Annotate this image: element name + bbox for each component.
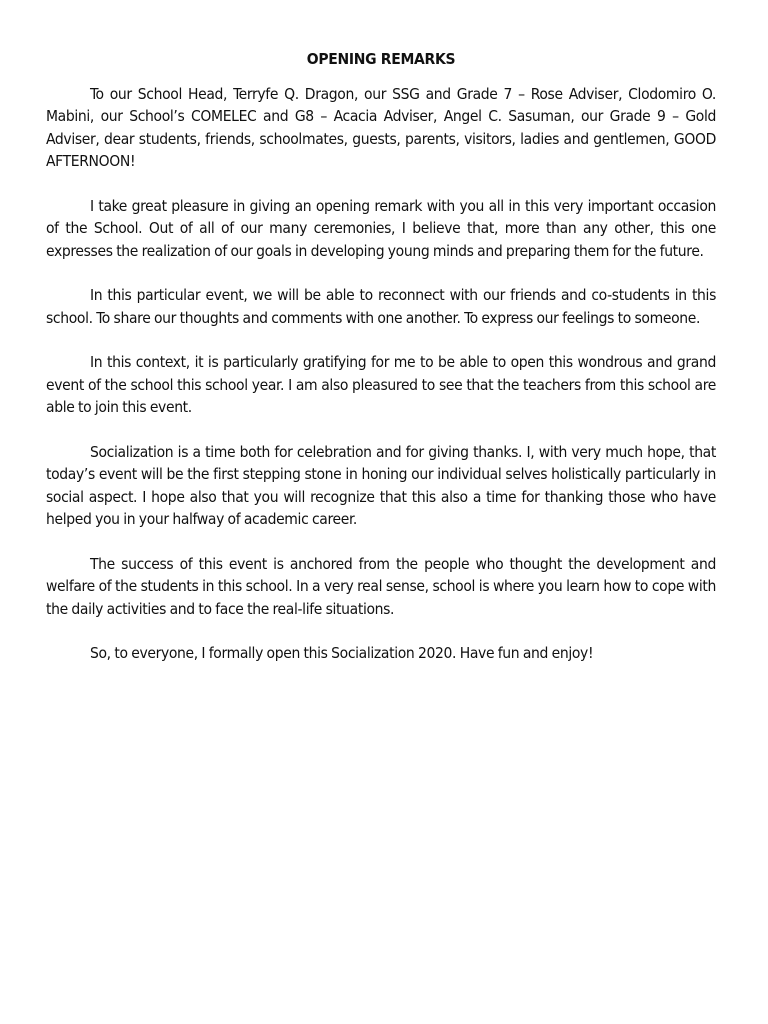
paragraph-context: In this context, it is particularly gratifying for me to be able to open this wondrous and grand event of the school this school year. I am also pleasured to see that the teachers from this school are able to join this event.	[46, 353, 716, 416]
document-title: OPENING REMARKS	[306, 50, 456, 68]
paragraph-socialization: Socialization is a time both for celebration and for giving thanks. I, with very much hope, that today’s event will be the first stepping stone in honing our individual selves holistically particularly in social aspect. I hope also that you will recognize that this also a time for thanking those who have helped you in your halfway of academic career.	[46, 442, 716, 528]
paragraph-pleasure: I take great pleasure in giving an opening remark with you all in this very important occasion of the School. Out of all of our many ceremonies, I believe that, more than any other, this one expresses the realization of our goals in developing young minds and preparing them for the future.	[46, 196, 716, 260]
paragraph-closing: So, to everyone, I formally open this Socialization 2020. Have fun and enjoy!	[90, 644, 594, 662]
document-page	[46, 48, 716, 687]
paragraph-greeting: To our School Head, Terryfe Q. Dragon, our SSG and Grade 7 – Rose Adviser, Clodomiro O. Mabini, our School’s COMELEC and G8 – Acacia Adviser, Angel C. Sasuman, our Grade 9 – Gold Adviser, dear students, friends, schoolmates, guests, parents, visitors, ladies and gentlemen, GOOD AFTERNOON!	[46, 84, 716, 170]
paragraph-reconnect: In this particular event, we will be able to reconnect with our friends and co-students in this school. To share our thoughts and comments with one another. To express our feelings to someone.	[46, 286, 716, 327]
paragraph-success: The success of this event is anchored from the people who thought the development and welfare of the students in this school. In a very real sense, school is where you learn how to cope with the daily activities and to face the real-life situations.	[46, 554, 716, 618]
